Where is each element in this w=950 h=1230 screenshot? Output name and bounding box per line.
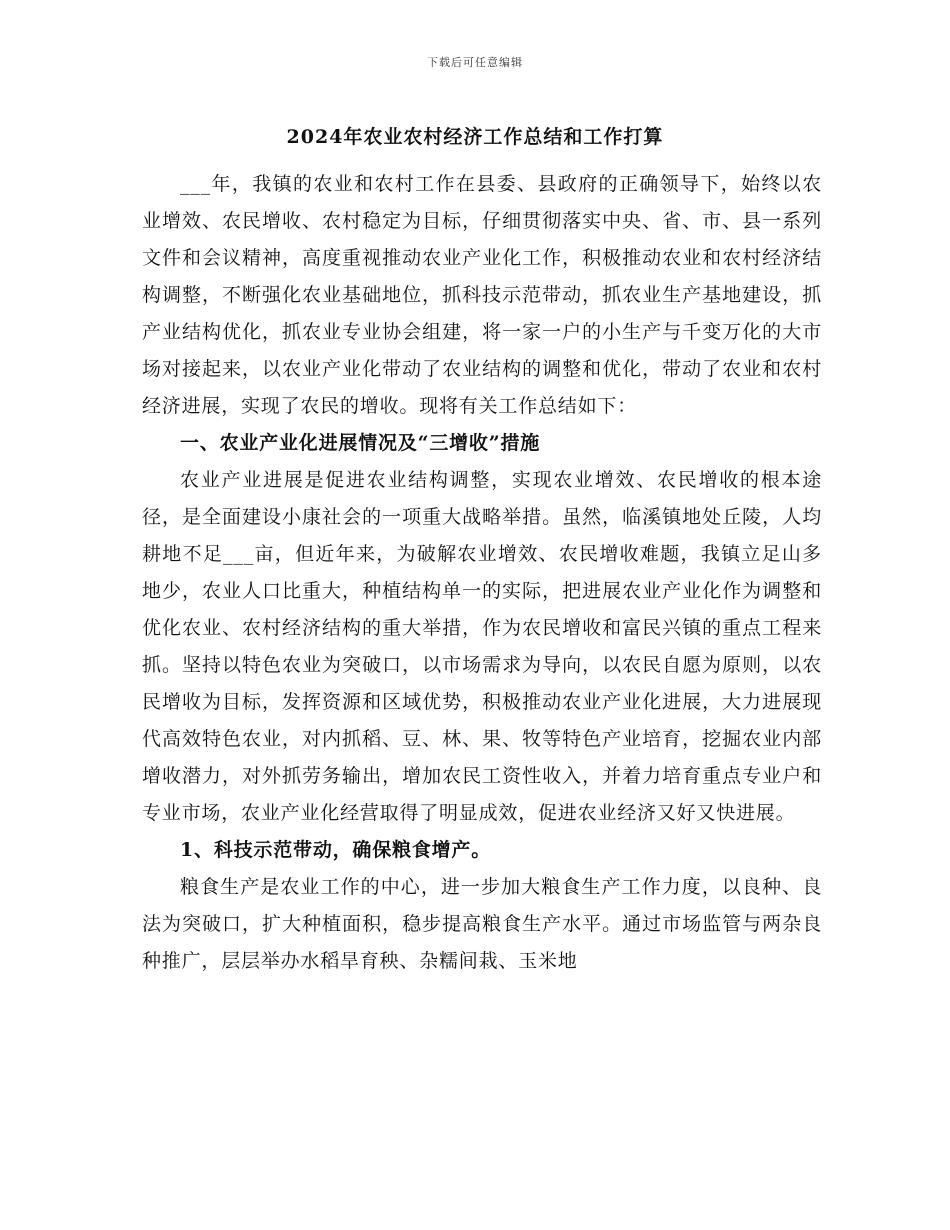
- header-note: 下载后可任意编辑: [427, 56, 523, 69]
- intro-paragraph: ___年，我镇的农业和农村工作在县委、县政府的正确领导下，始终以农业增效、农民增收、农村稳定为目标，仔细贯彻落实中央、省、市、县一系列文件和会议精神，高度重视推动农业产业化工作，积极推动农业和农村经济结构调整，不断强化农业基础地位，抓科技示范带动，抓农业生产基地建设，抓产业结构优化，抓农业专业协会组建，将一家一户的小生产与千变万化的大市场对接起来，以农业产业化带动了农业结构的调整和优化，带动了农业和农村经济进展，实现了农民的增收。现将有关工作总结如下：: [142, 173, 822, 417]
- document-title: 2024年农业农村经济工作总结和工作打算: [286, 126, 664, 148]
- subsection-paragraph: 粮食生产是农业工作的中心，进一步加大粮食生产工作力度，以良种、良法为突破口，扩大种植面积，稳步提高粮食生产水平。通过市场监管与两杂良种推广，层层举办水稻旱育秧、杂糯间栽、玉米地: [142, 876, 822, 972]
- section-heading: 一、农业产业化进展情况及“三增收”措施: [180, 432, 541, 454]
- document-body: [142, 166, 822, 980]
- section-paragraph: 农业产业进展是促进农业结构调整，实现农业增效、农民增收的根本途径，是全面建设小康社会的一项重大战略举措。虽然，临溪镇地处丘陵，人均耕地不足___亩，但近年来，为破解农业增效、农民增收难题，我镇立足山多地少，农业人口比重大，种植结构单一的实际，把进展农业产业化作为调整和优化农业、农村经济结构的重大举措，作为农民增收和富民兴镇的重点工程来抓。坚持以特色农业为突破口，以市场需求为导向，以农民自愿为原则，以农民增收为目标，发挥资源和区域优势，积极推动农业产业化进展，大力进展现代高效特色农业，对内抓稻、豆、林、果、牧等特色产业培育，挖掘农业内部增收潜力，对外抓劳务输出，增加农民工资性收入，并着力培育重点专业户和专业市场，农业产业化经营取得了明显成效，促进农业经济又好又快进展。: [142, 469, 822, 824]
- subsection-heading: 1、科技示范带动，确保粮食增产。: [180, 839, 492, 861]
